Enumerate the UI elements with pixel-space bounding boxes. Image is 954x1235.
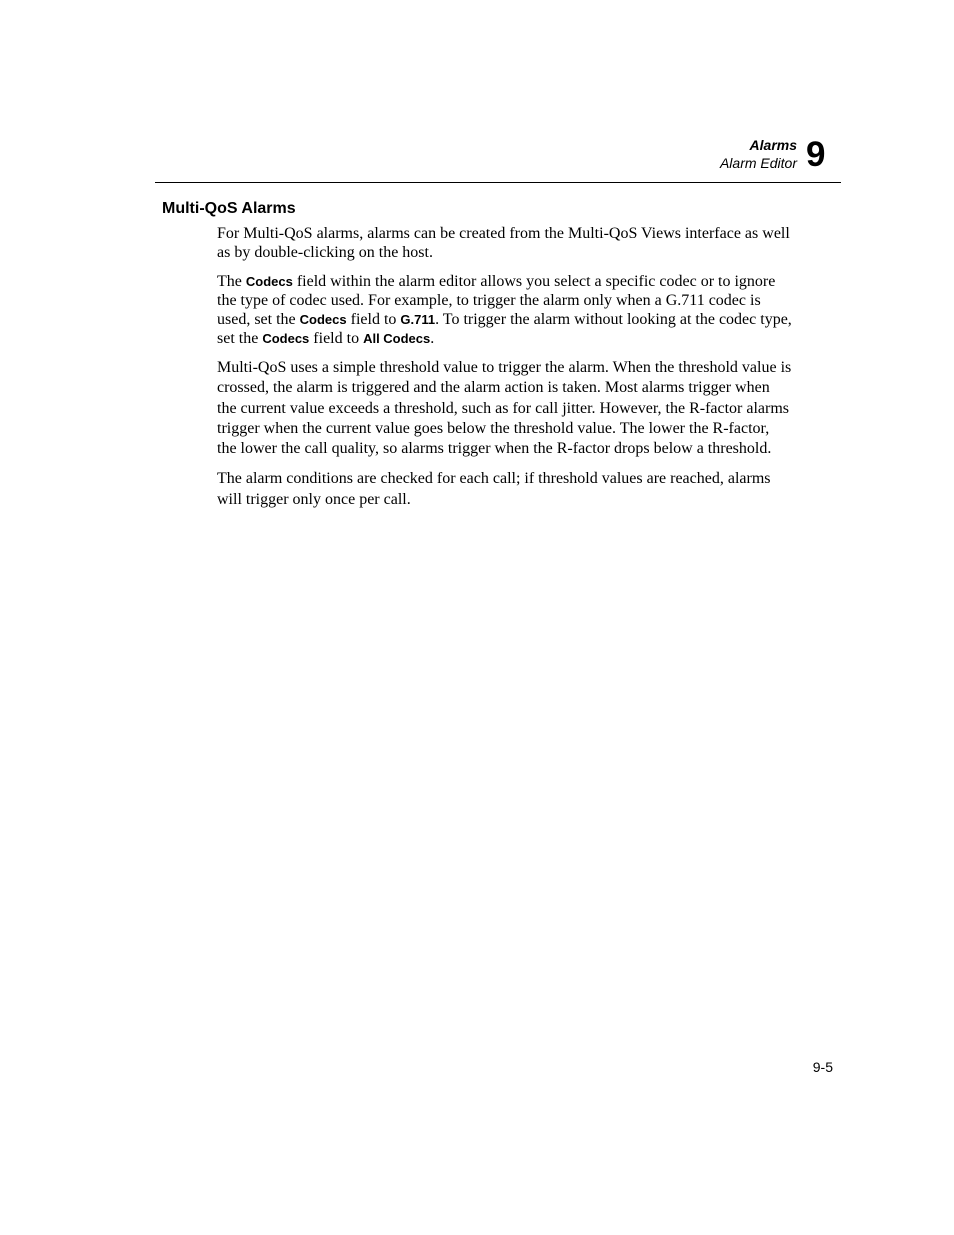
page-number: 9-5 — [812, 1059, 833, 1075]
paragraph-2 — [217, 272, 792, 348]
chapter-number: 9 — [806, 135, 826, 174]
section-heading: Multi-QoS Alarms — [162, 200, 296, 217]
paragraph-3: Multi-QoS uses a simple threshold value to trigger the alarm. When the threshold value is crossed, the alarm is triggered and the alarm action is taken. Most alarms trigger when the current value exceeds a threshold, such as for call jitter. However, the R-factor alarms trigger when the current value goes below the threshold value. The lower the R-factor, the lower the call quality, so alarms trigger when the R-factor drops below a threshold. — [217, 359, 792, 458]
text-run: . To trigger the alarm without looking at the codec type, set the — [217, 311, 792, 347]
text-run: field to — [309, 330, 364, 347]
ui-term-all-codecs: All Codecs — [363, 331, 431, 346]
text-run: field within the alarm editor allows you select a specific codec or to ignore the type of codec used. For example, to trigger the alarm only when a G.711 codec is used, set the — [217, 273, 776, 328]
paragraph-4: The alarm conditions are checked for each call; if threshold values are reached, alarms will trigger only once per call. — [217, 470, 771, 508]
text-run: . — [430, 330, 435, 347]
text-run: field to — [346, 311, 401, 328]
ui-term-g711: G.711 — [400, 312, 436, 327]
section-title: Alarm Editor — [719, 155, 797, 171]
chapter-title: Alarms — [749, 137, 797, 153]
body-text — [217, 224, 792, 520]
ui-term-codecs: Codecs — [245, 274, 293, 289]
paragraph-1: For Multi-QoS alarms, alarms can be created from the Multi-QoS Views interface as well as by double-clicking on the host. — [217, 225, 790, 261]
ui-term-codecs: Codecs — [262, 331, 310, 346]
running-header — [720, 136, 797, 172]
ui-term-codecs: Codecs — [299, 312, 347, 327]
header-rule — [155, 182, 841, 183]
text-run: The — [217, 273, 246, 290]
